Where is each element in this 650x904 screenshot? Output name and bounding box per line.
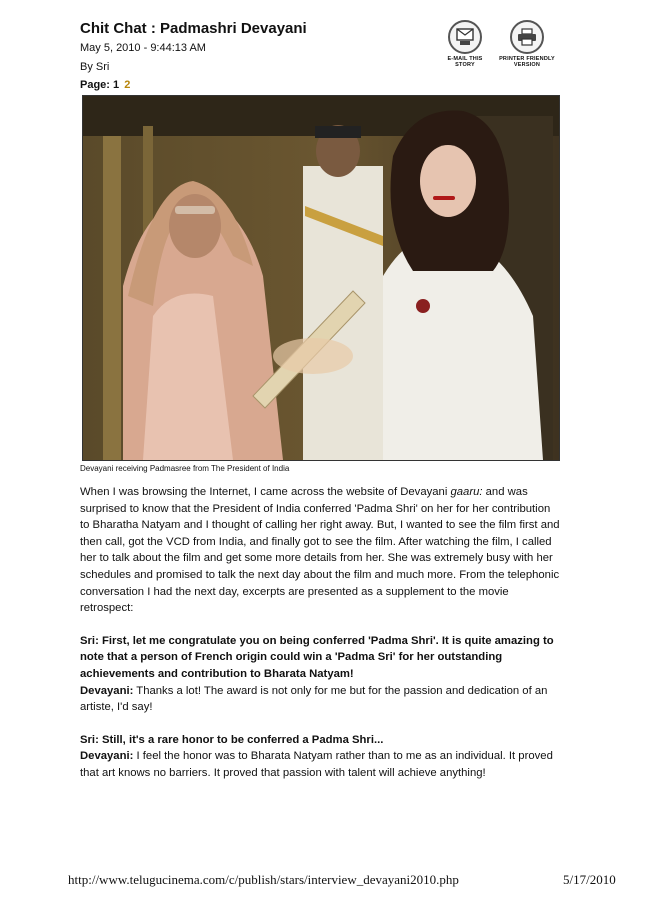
- byline: By Sri: [80, 61, 110, 73]
- page-current: 1: [113, 79, 120, 91]
- page-label: Page:: [80, 79, 110, 91]
- intro-emphasis: gaaru:: [450, 486, 483, 498]
- email-story-button[interactable]: [432, 20, 498, 68]
- pagination: [80, 79, 130, 91]
- article-body: [80, 484, 562, 782]
- printer-friendly-button[interactable]: [494, 20, 560, 68]
- answer-2: Devayani: I feel the honor was to Bharata Natyam rather than to me as an individual. It proved that art knows no barriers. It proved that passion with talent will achieve anything!: [80, 750, 553, 779]
- intro-paragraph: When I was browsing the Internet, I came across the website of Devayani gaaru: and was surprised to know that the President of India conferred 'Padma Shri' on her for her contribution to Bharatha Natyam and I thought of calling her right away. But, I wanted to see the film first and then call, got the VCD from India, and finally got to see the film. After watching the film, I called her to talk about the film and get some more details from her. She was extremely busy with her schedules and promised to talk the next day about the film and much more. From the telephonic conversation I had the next day, excerpts are presented as a supplement to the movie retrospect:: [80, 486, 560, 615]
- page-link-2[interactable]: 2: [124, 79, 131, 91]
- photo-caption: Devayani receiving Padmasree from The President of India: [80, 464, 290, 473]
- email-label-line1: E-MAIL THIS: [447, 56, 483, 62]
- footer-url: http://www.telugucinema.com/c/publish/stars/interview_devayani2010.php: [68, 872, 459, 887]
- award-photo: [82, 95, 560, 461]
- publish-date: May 5, 2010 - 9:44:13 AM: [80, 42, 206, 54]
- footer-date: 5/17/2010: [563, 872, 616, 887]
- print-label-line1: PRINTER FRIENDLY: [499, 56, 555, 62]
- article-title: Chit Chat : Padmashri Devayani: [80, 20, 307, 37]
- answer-1-speaker: Devayani:: [80, 684, 134, 697]
- question-2: Sri: Still, it's a rare honor to be conferred a Padma Shri...: [80, 733, 384, 746]
- email-label-line2: STORY: [455, 62, 475, 68]
- envelope-computer-icon: [448, 20, 482, 54]
- printer-icon: [510, 20, 544, 54]
- question-1: Sri: First, let me congratulate you on being conferred 'Padma Shri'. It is quite amazing to note that a person of French origin could win a 'Padma Sri' for her outstanding achievements and contribution to Bharata Natyam!: [80, 634, 554, 680]
- print-label-line2: VERSION: [513, 62, 541, 68]
- answer-2-speaker: Devayani:: [80, 750, 134, 763]
- answer-1: Devayani: Thanks a lot! The award is not only for me but for the passion and dedication of an artiste, I'd say!: [80, 684, 548, 714]
